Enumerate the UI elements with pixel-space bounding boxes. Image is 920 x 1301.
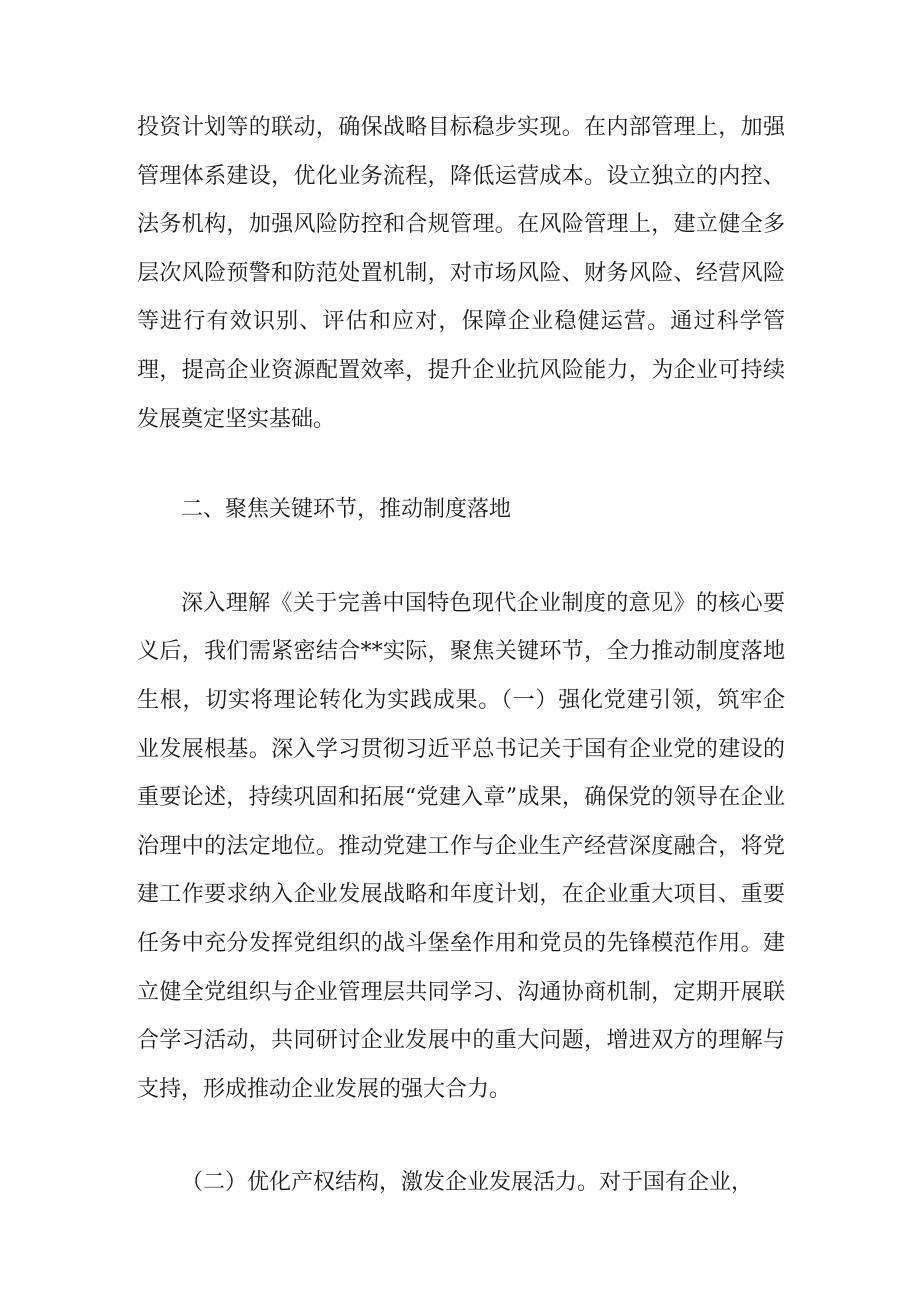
section-heading: 二、聚焦关键环节，推动制度落地 — [181, 497, 512, 523]
paragraph-continued: 投资计划等的联动，确保战略目标稳步实现。在内部管理上，加强管理体系建设，优化业务流程，降低运营成本。设立独立的内控、法务机构，加强风险防控和合规管理。在风险管理上，建立健全多层次风险预警和防范处置机制，对市场风险、财务风险、经营风险等进行有效识别、评估和应对，保障企业稳健运营。通过科学管理，提高企业资源配置效率，提升企业抗风险能力，为企业可持续发展奠定坚实基础。 — [137, 115, 785, 432]
document-body — [137, 104, 785, 1208]
paragraph-property-rights: （二）优化产权结构，激发企业发展活力。对于国有企业， — [181, 1170, 754, 1196]
paragraph-party-building: 深入理解《关于完善中国特色现代企业制度的意见》的核心要义后，我们需紧密结合**实际，聚焦关键环节，全力推动制度落地生根，切实将理论转化为实践成果。（一）强化党建引领，筑牢企业发展根基。深入学习贯彻习近平总书记关于国有企业党的建设的重要论述，持续巩固和拓展“党建入章”成果，确保党的领导在企业治理中的法定地位。推动党建工作与企业生产经营深度融合，将党建工作要求纳入企业发展战略和年度计划，在企业重大项目、重要任务中充分发挥党组织的战斗堡垒作用和党员的先锋模范作用。建立健全党组织与企业管理层共同学习、沟通协商机制，定期开展联合学习活动，共同研讨企业发展中的重大问题，增进双方的理解与支持，形成推动企业发展的强大合力。 — [137, 590, 785, 1102]
